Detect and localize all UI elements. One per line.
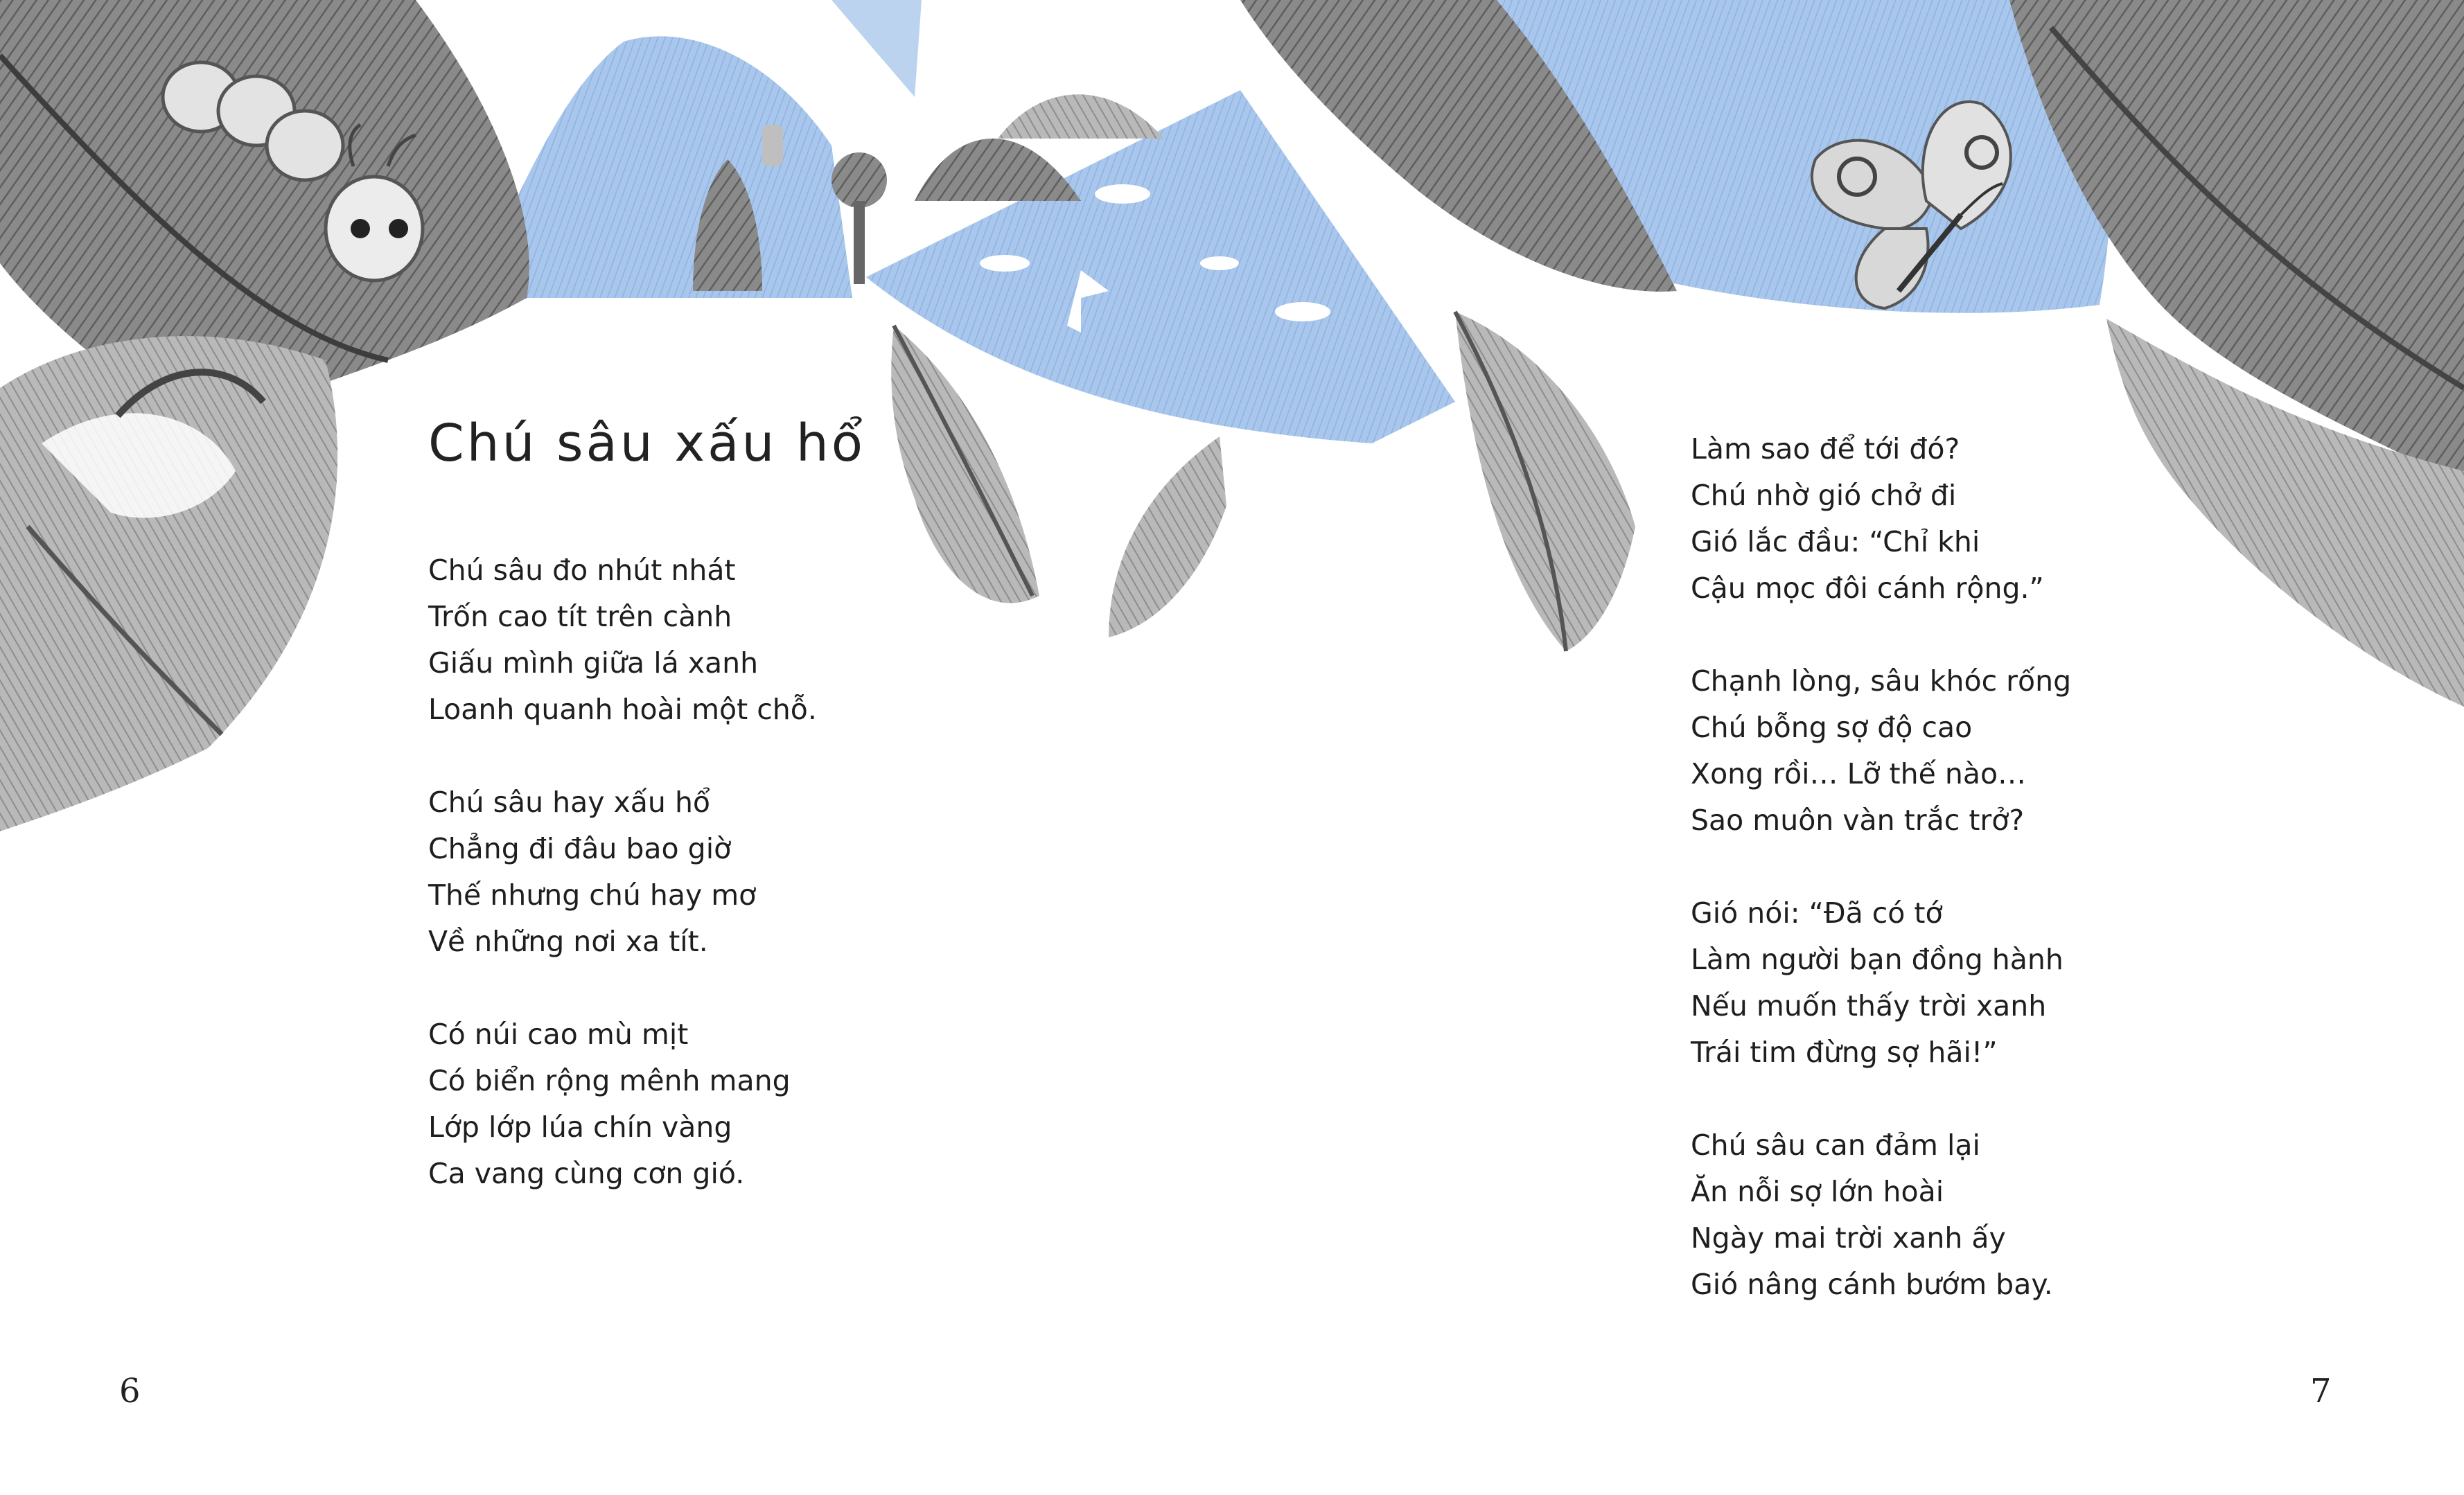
poem-line: Sao muôn vàn trắc trở? bbox=[1691, 804, 2025, 837]
stanza bbox=[428, 779, 817, 965]
page-number-right: 7 bbox=[2310, 1372, 2332, 1410]
stanza bbox=[1691, 1122, 2071, 1308]
stanza bbox=[428, 1011, 817, 1197]
poem-line: Cậu mọc đôi cánh rộng.” bbox=[1691, 572, 2044, 605]
poem-line: Chú sâu đo nhút nhát bbox=[428, 554, 736, 587]
poem-line: Chú bỗng sợ độ cao bbox=[1691, 711, 1973, 744]
poem-line: Ngày mai trời xanh ấy bbox=[1691, 1221, 2006, 1255]
poem-title: Chú sâu xấu hổ bbox=[428, 414, 866, 473]
poem-line: Ca vang cùng cơn gió. bbox=[428, 1157, 745, 1190]
poem-line: Chạnh lòng, sâu khóc rống bbox=[1691, 664, 2072, 698]
poem-line: Chú sâu hay xấu hổ bbox=[428, 786, 711, 819]
poem-line: Lớp lớp lúa chín vàng bbox=[428, 1111, 732, 1144]
poem-line: Gió nói: “Đã có tớ bbox=[1691, 896, 1943, 930]
poem-line: Ăn nỗi sợ lớn hoài bbox=[1691, 1175, 1944, 1208]
poem-line: Có núi cao mù mịt bbox=[428, 1018, 689, 1051]
poem-line: Xong rồi… Lỡ thế nào… bbox=[1691, 757, 2027, 790]
poem-line: Loanh quanh hoài một chỗ. bbox=[428, 693, 817, 726]
poem-line: Nếu muốn thấy trời xanh bbox=[1691, 989, 2047, 1023]
poem-right-column bbox=[1691, 426, 2071, 1354]
stanza bbox=[1691, 890, 2071, 1076]
poem-line: Trái tim đừng sợ hãi!” bbox=[1691, 1036, 1998, 1069]
poem-line: Chú nhờ gió chở đi bbox=[1691, 479, 1957, 512]
poem-line: Làm người bạn đồng hành bbox=[1691, 943, 2063, 976]
stanza bbox=[428, 547, 817, 733]
poem-line: Thế nhưng chú hay mơ bbox=[428, 878, 757, 912]
poem-line: Có biển rộng mênh mang bbox=[428, 1064, 791, 1097]
poem-line: Gió nâng cánh bướm bay. bbox=[1691, 1268, 2053, 1301]
poem-line: Chú sâu can đảm lại bbox=[1691, 1129, 1980, 1162]
stanza bbox=[1691, 658, 2071, 844]
poem-line: Trốn cao tít trên cành bbox=[428, 600, 732, 633]
poem-line: Giấu mình giữa lá xanh bbox=[428, 646, 759, 680]
poem-line: Chẳng đi đâu bao giờ bbox=[428, 832, 732, 865]
poem-line: Về những nơi xa tít. bbox=[428, 925, 708, 958]
stanza bbox=[1691, 426, 2071, 612]
page-number-left: 6 bbox=[119, 1372, 141, 1410]
poem-line: Gió lắc đầu: “Chỉ khi bbox=[1691, 525, 1980, 558]
poem-line: Làm sao để tới đó? bbox=[1691, 432, 1960, 466]
poem-left-column bbox=[428, 547, 817, 1244]
